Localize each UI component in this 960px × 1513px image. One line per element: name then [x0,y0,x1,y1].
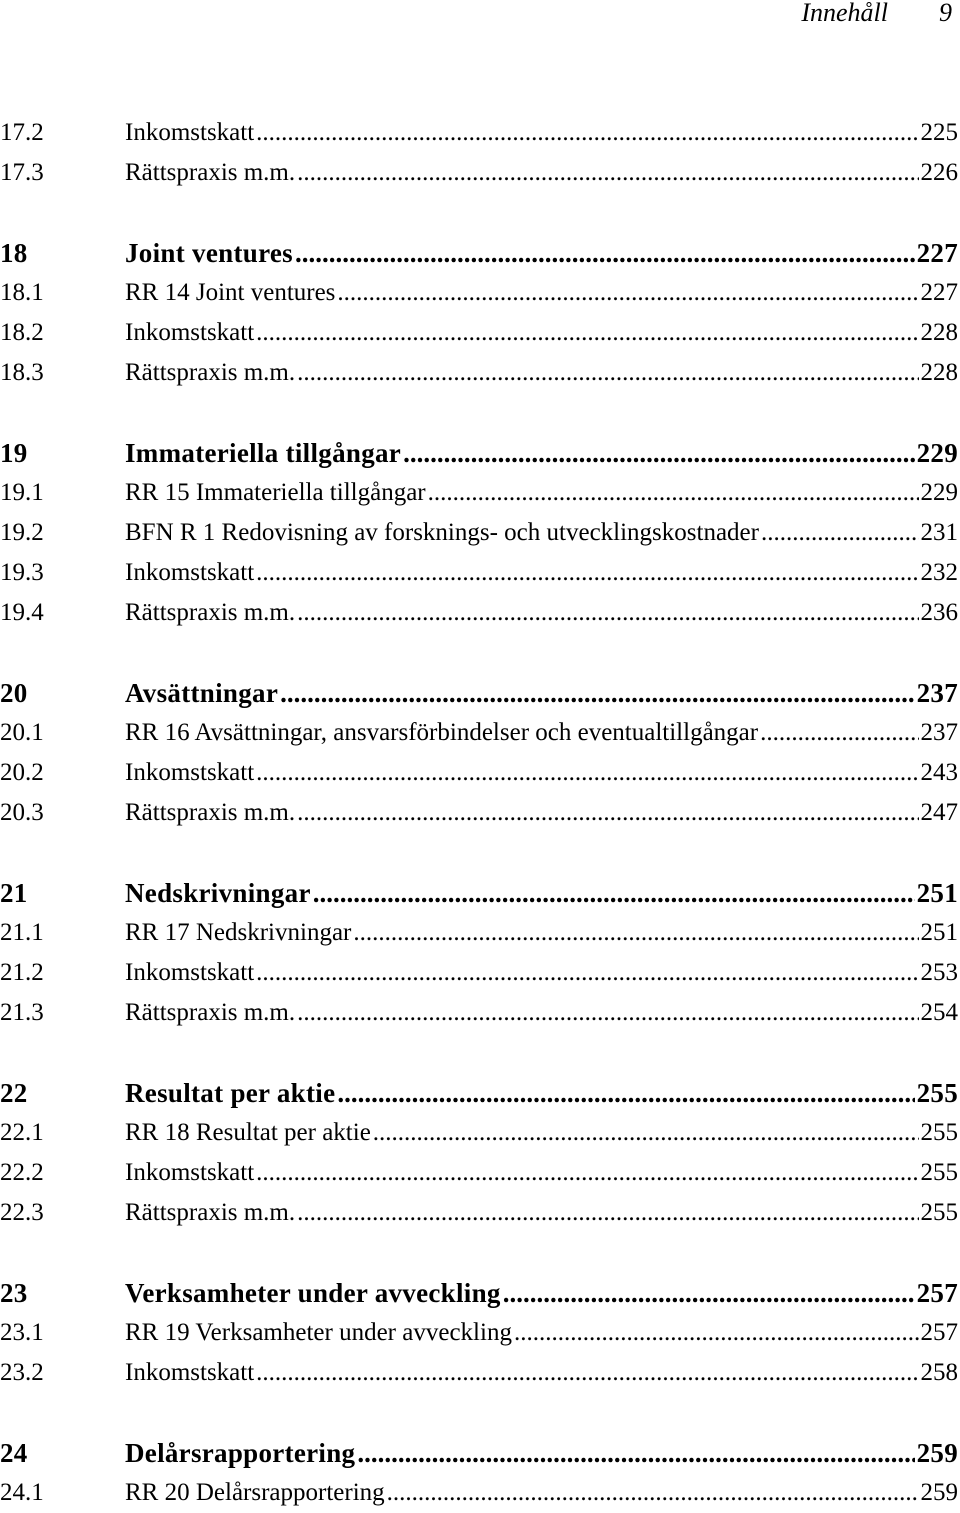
toc-section-row[interactable] [0,993,960,1033]
toc-dot-leader [297,353,918,393]
toc-entry-page: 247 [921,793,960,833]
toc-entry-page: 232 [921,553,960,593]
toc-entry-page: 228 [921,313,960,353]
toc-section-row[interactable] [0,273,960,313]
toc-entry-page: 255 [917,1073,960,1113]
toc-entry-page: 254 [921,993,960,1033]
toc-entry-number: 18.1 [0,273,125,313]
toc-entry-title: Rättspraxis m.m. [125,593,295,633]
toc-entry-title: RR 20 Delårsrapportering [125,1473,385,1513]
toc-dot-leader [760,713,918,753]
toc-dot-leader [337,273,918,313]
toc-entry-title: Nedskrivningar [125,873,311,913]
toc-entry-title: Rättspraxis m.m. [125,793,295,833]
toc-chapter-row[interactable] [0,1433,960,1473]
toc-entry-number: 19.2 [0,513,125,553]
toc-section-row[interactable] [0,313,960,353]
toc-entry-number: 21.3 [0,993,125,1033]
toc-entry-title: RR 19 Verksamheter under avveckling [125,1313,512,1353]
toc-entry-number: 19.1 [0,473,125,513]
toc-dot-leader [256,1153,918,1193]
toc-entry-title: Delårsrapportering [125,1433,355,1473]
toc-entry-title: RR 17 Nedskrivningar [125,913,351,953]
toc-dot-leader [256,953,918,993]
toc-section-row[interactable] [0,153,960,193]
page-header [0,0,960,30]
toc-dot-leader [761,513,919,553]
toc-entry-title: RR 18 Resultat per aktie [125,1113,371,1153]
toc-entry-number: 18.2 [0,313,125,353]
toc-dot-leader [428,473,919,513]
toc-chapter-row[interactable] [0,1073,960,1113]
toc-entry-page: 255 [921,1193,960,1233]
header-title: Innehåll [801,0,888,28]
toc-dot-leader [357,1433,914,1473]
toc-entry-number: 20 [0,673,125,713]
toc-section-row[interactable] [0,513,960,553]
toc-entry-number: 24.1 [0,1473,125,1513]
toc-entry-page: 225 [921,113,960,153]
toc-entry-title: Rättspraxis m.m. [125,353,295,393]
toc-entry-title: Rättspraxis m.m. [125,1193,295,1233]
toc-chapter-row[interactable] [0,873,960,913]
toc-entry-page: 237 [917,673,960,713]
toc-section-row[interactable] [0,793,960,833]
table-of-contents [0,113,960,1513]
toc-chapter-row[interactable] [0,673,960,713]
toc-dot-leader [503,1273,915,1313]
toc-section-row[interactable] [0,553,960,593]
toc-section-row[interactable] [0,1113,960,1153]
toc-dot-leader [297,793,918,833]
toc-entry-number: 18 [0,233,125,273]
toc-section-row[interactable] [0,353,960,393]
toc-entry-number: 19.4 [0,593,125,633]
toc-entry-title: Inkomstskatt [125,1353,254,1393]
toc-entry-page: 229 [921,473,960,513]
toc-dot-leader [256,1353,918,1393]
toc-entry-number: 20.2 [0,753,125,793]
toc-dot-leader [514,1313,919,1353]
toc-entry-page: 243 [921,753,960,793]
toc-section-row[interactable] [0,953,960,993]
toc-entry-page: 259 [921,1473,960,1513]
toc-entry-number: 23.2 [0,1353,125,1393]
toc-entry-title: RR 15 Immateriella tillgångar [125,473,426,513]
toc-dot-leader [337,1073,914,1113]
toc-dot-leader [353,913,918,953]
toc-section-row[interactable] [0,1193,960,1233]
toc-entry-number: 19.3 [0,553,125,593]
toc-entry-number: 19 [0,433,125,473]
toc-entry-title: Inkomstskatt [125,113,254,153]
toc-section-row[interactable] [0,593,960,633]
toc-entry-page: 255 [921,1113,960,1153]
toc-entry-page: 228 [921,353,960,393]
toc-section-row[interactable] [0,1153,960,1193]
toc-entry-page: 226 [921,153,960,193]
toc-entry-title: Joint ventures [125,233,293,273]
toc-entry-title: Inkomstskatt [125,953,254,993]
toc-entry-page: 259 [917,1433,960,1473]
toc-section-row[interactable] [0,913,960,953]
toc-dot-leader [256,113,918,153]
toc-dot-leader [297,593,918,633]
toc-dot-leader [297,1193,918,1233]
toc-dot-leader [297,153,918,193]
toc-dot-leader [373,1113,919,1153]
toc-section-row[interactable] [0,113,960,153]
toc-entry-number: 22.3 [0,1193,125,1233]
toc-entry-page: 257 [917,1273,960,1313]
toc-dot-leader [295,233,915,273]
toc-dot-leader [403,433,915,473]
toc-chapter-row[interactable] [0,433,960,473]
toc-dot-leader [297,993,918,1033]
toc-entry-title: Rättspraxis m.m. [125,153,295,193]
toc-entry-number: 21.2 [0,953,125,993]
toc-entry-title: Inkomstskatt [125,753,254,793]
toc-entry-number: 23.1 [0,1313,125,1353]
toc-entry-title: BFN R 1 Redovisning av forsknings- och utvecklingskostnader [125,513,759,553]
toc-entry-number: 21.1 [0,913,125,953]
toc-entry-page: 227 [921,273,960,313]
toc-section-row[interactable] [0,473,960,513]
toc-dot-leader [256,753,918,793]
toc-entry-page: 253 [921,953,960,993]
toc-entry-number: 20.1 [0,713,125,753]
toc-entry-page: 229 [917,433,960,473]
toc-entry-title: Inkomstskatt [125,1153,254,1193]
toc-entry-number: 23 [0,1273,125,1313]
toc-section-row[interactable] [0,1313,960,1353]
toc-chapter-row[interactable] [0,233,960,273]
toc-section-row[interactable] [0,1353,960,1393]
toc-entry-title: Avsättningar [125,673,278,713]
header-page-number: 9 [939,0,952,28]
toc-entry-title: Inkomstskatt [125,553,254,593]
toc-entry-title: Resultat per aktie [125,1073,335,1113]
toc-entry-number: 21 [0,873,125,913]
toc-dot-leader [387,1473,919,1513]
toc-section-row[interactable] [0,1473,960,1513]
toc-entry-page: 236 [921,593,960,633]
toc-dot-leader [256,553,918,593]
toc-entry-title: RR 14 Joint ventures [125,273,335,313]
toc-entry-page: 255 [921,1153,960,1193]
toc-entry-page: 231 [921,513,960,553]
toc-chapter-row[interactable] [0,1273,960,1313]
toc-entry-number: 17.3 [0,153,125,193]
toc-entry-page: 251 [917,873,960,913]
toc-entry-page: 227 [917,233,960,273]
toc-entry-title: Verksamheter under avveckling [125,1273,501,1313]
toc-dot-leader [280,673,914,713]
toc-dot-leader [313,873,915,913]
toc-entry-number: 22 [0,1073,125,1113]
toc-entry-number: 20.3 [0,793,125,833]
toc-entry-title: Immateriella tillgångar [125,433,401,473]
toc-entry-title: RR 16 Avsättningar, ansvarsförbindelser och eventualtillgångar [125,713,758,753]
toc-entry-page: 258 [921,1353,960,1393]
toc-entry-page: 237 [921,713,960,753]
toc-entry-title: Rättspraxis m.m. [125,993,295,1033]
toc-entry-page: 257 [921,1313,960,1353]
toc-entry-number: 22.1 [0,1113,125,1153]
toc-entry-number: 18.3 [0,353,125,393]
toc-entry-number: 17.2 [0,113,125,153]
toc-entry-title: Inkomstskatt [125,313,254,353]
toc-section-row[interactable] [0,753,960,793]
toc-entry-number: 22.2 [0,1153,125,1193]
toc-entry-page: 251 [921,913,960,953]
toc-entry-number: 24 [0,1433,125,1473]
toc-dot-leader [256,313,918,353]
toc-section-row[interactable] [0,713,960,753]
